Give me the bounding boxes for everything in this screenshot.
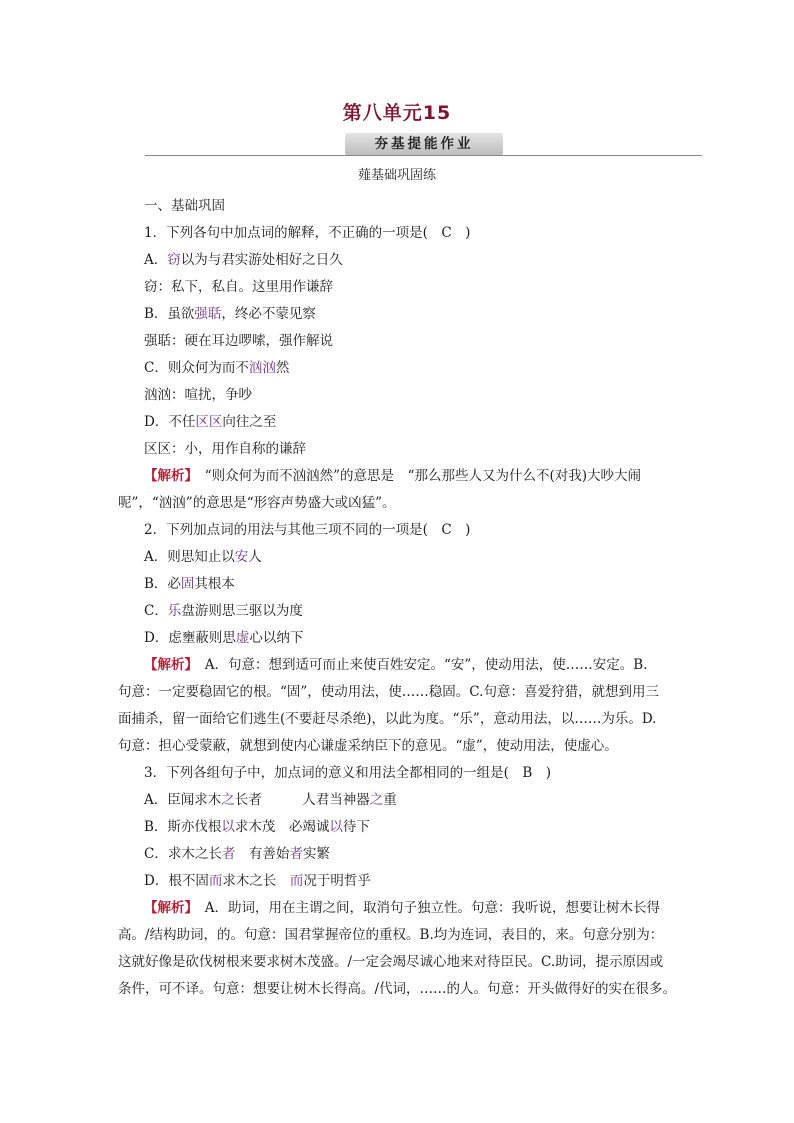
dotted-word: 区区	[195, 414, 223, 430]
analysis-tag: 【解析】	[144, 468, 192, 484]
question-1-stem: 1．下列各句中加点词的解释，不正确的一项是( C )	[144, 225, 471, 241]
dotted-word: 虚	[235, 630, 250, 646]
dotted-word: 者	[289, 846, 303, 862]
q1-option-d-explanation: 区区：小，用作自称的谦辞	[144, 441, 306, 457]
q1-option-c-explanation: 汹汹：喧扰，争吵	[144, 387, 252, 403]
q1-option-a: A．窃以为与君实游处相好之日久	[144, 252, 343, 268]
q3-option-a: A．臣闻求木之长者 人君当神器之重	[144, 792, 397, 808]
q3-option-b: B．斯亦伐根以求木茂 必竭诚以待下	[144, 819, 370, 835]
dotted-word: 汹汹	[248, 360, 276, 376]
dotted-word: 而	[208, 873, 223, 889]
question-3-stem: 3．下列各组句子中，加点词的意义和用法全都相同的一组是( B )	[144, 765, 552, 781]
q1-option-a-explanation: 窃：私下，私自。这里用作谦辞	[144, 279, 333, 295]
question-2-stem: 2．下列加点词的用法与其他三项不同的一项是( C )	[144, 522, 471, 538]
q2-option-d: D．虑壅蔽则思虚心以纳下	[144, 630, 304, 646]
q3-analysis-line-2: 高。/结构助词，的。句意：国君掌握帝位的重权。B.均为连词，表目的，来。句意分别为：	[118, 927, 664, 943]
analysis-tag: 【解析】	[144, 900, 192, 916]
q2-option-a: A．则思知止以安人	[144, 549, 262, 565]
q2-option-c: C．乐盘游则思三驱以为度	[144, 603, 303, 619]
dotted-word: 而	[289, 873, 304, 889]
header-divider	[145, 155, 702, 156]
q2-analysis-line-3: 面捕杀，留一面给它们逃生(不要赶尽杀绝)，以此为度。“乐”，意动用法，以……为乐。D.	[118, 711, 657, 727]
q2-analysis-line-4: 句意：担心受蒙蔽，就想到使内心谦虚采纳臣下的意见。“虚”，使动用法，使虚心。	[118, 738, 618, 754]
dotted-word: 固	[180, 576, 195, 592]
dotted-word: 之	[369, 792, 384, 808]
q3-option-d: D．根不固而求木之长 而况于明哲乎	[144, 873, 371, 889]
worksheet-content	[118, 193, 683, 1003]
page-title: 第八单元15	[342, 102, 452, 124]
dotted-word: 安	[234, 549, 249, 565]
dotted-word: 窃	[167, 252, 181, 268]
dotted-word: 者	[221, 846, 236, 862]
q1-option-b-explanation: 强聒：硬在耳边啰嗦，强作解说	[144, 333, 333, 349]
dotted-word: 乐	[167, 603, 182, 619]
q2-analysis-line-2: 句意：一定要稳固它的根。“固”，使动用法，使……稳固。C.句意：喜爱狩猎，就想到用三	[118, 684, 659, 700]
q2-analysis-line-1: 【解析】 A．句意：想到适可而止来使百姓安定。“安”，使动用法，使……安定。B.	[144, 657, 648, 673]
dotted-word: 强聒	[194, 306, 222, 322]
q1-analysis-line-2: 呢”，“汹汹”的意思是“形容声势盛大或凶猛”。	[118, 495, 396, 511]
q1-option-b: B．虽欲强聒，终必不蒙见察	[144, 306, 316, 322]
q2-option-b: B．必固其根本	[144, 576, 235, 592]
dotted-word: 以	[221, 819, 235, 835]
q1-analysis-line-1: 【解析】 “则众何为而不汹汹然”的意思是 “那么那些人又为什么不(对我)大吵大闹	[144, 468, 641, 484]
q3-analysis-line-1: 【解析】 A．助词，用在主谓之间，取消句子独立性。句意：我听说，想要让树木长得	[144, 900, 660, 916]
page-subtitle: 薤基础巩固练	[357, 168, 436, 183]
q1-option-c: C．则众何为而不汹汹然	[144, 360, 290, 376]
q3-option-c: C．求木之长者 有善始者实繁	[144, 846, 330, 862]
q3-analysis-line-4: 条件，可不译。句意：想要让树木长得高。/代词，……的人。句意：开头做得好的实在很多。	[118, 981, 677, 997]
analysis-tag: 【解析】	[144, 657, 192, 673]
section-heading: 一、基础巩固	[144, 198, 225, 214]
dotted-word: 之	[221, 792, 235, 808]
q3-analysis-line-3: 这就好像是砍伐树根来要求树木茂盛。/一定会竭尽诚心地来对待臣民。C.助词，提示原因或	[118, 954, 664, 970]
section-banner: 夯基提能作业	[345, 133, 503, 155]
q1-option-d: D．不任区区向往之至	[144, 414, 277, 430]
dotted-word: 以	[329, 819, 343, 835]
